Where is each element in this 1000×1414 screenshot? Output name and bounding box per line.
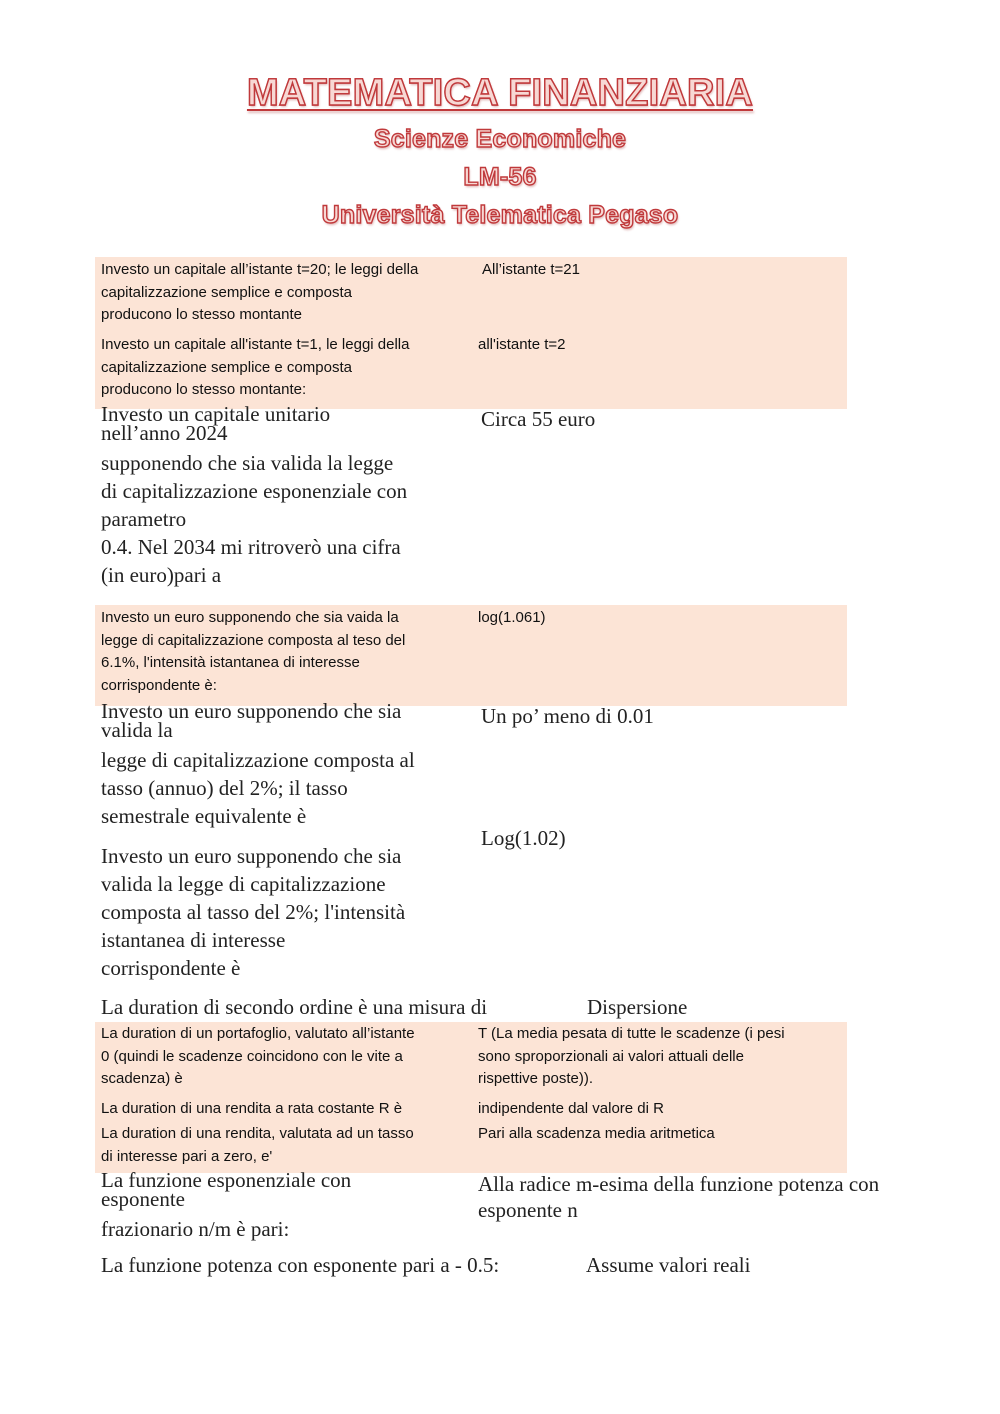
question-text: La duration di una rendita a rata costante R è xyxy=(101,1100,403,1117)
answer-text: All’istante t=21 xyxy=(482,261,580,278)
answer-text: T (La media pesata di tutte le scadenze (i pesi sono sproporzionali ai valori attuali delle rispettive poste)). xyxy=(478,1025,785,1087)
question-text: Investo un capitale unitario nell’anno 2024 supponendo che sia valida la legge di capitalizzazione esponenziale con parametro 0.4. Nel 2034 mi ritroverò una cifra (in euro)pari a xyxy=(101,402,408,587)
answer-text: Pari alla scadenza media aritmetica xyxy=(478,1125,715,1142)
answer-text: Assume valori reali xyxy=(586,1253,751,1277)
answer-text: log(1.061) xyxy=(478,609,546,626)
answer-text: all'istante t=2 xyxy=(478,336,566,353)
answer-text: indipendente dal valore di R xyxy=(478,1100,664,1117)
question-text: La duration di una rendita, valutata ad un tasso di interesse pari a zero, e' xyxy=(101,1125,414,1165)
question-text: Investo un euro supponendo che sia valida la legge di capitalizzazione composta al tasso del 2%; l'intensità istantanea di interesse corrispondente è xyxy=(101,844,406,980)
question-text: La funzione potenza con esponente pari a - 0.5: xyxy=(101,1253,500,1277)
question-text: Investo un euro supponendo che sia vaida la legge di capitalizzazione composta al teso del 6.1%, l'intensità istantanea di interesse corrispondente è: xyxy=(101,609,406,694)
answer-text: Un po’ meno di 0.01 xyxy=(481,704,654,728)
question-text: La funzione esponenziale con esponente frazionario n/m è pari: xyxy=(101,1168,352,1241)
answer-text: Dispersione xyxy=(587,995,688,1019)
question-text: La duration di un portafoglio, valutato all’istante 0 (quindi le scadenze coincidono con le vite a scadenza) è xyxy=(101,1025,415,1087)
course-code: LM-56 xyxy=(463,163,537,191)
document-subtitle: Scienze Economiche xyxy=(373,125,627,153)
question-text: La duration di secondo ordine è una misura di xyxy=(101,995,488,1019)
question-text: Investo un euro supponendo che sia valida la legge di capitalizzazione composta al tasso (annuo) del 2%; il tasso semestrale equivalente è xyxy=(101,699,415,828)
answer-text: Log(1.02) xyxy=(481,826,566,850)
answer-text: Circa 55 euro xyxy=(481,407,596,431)
university-name: Università Telematica Pegaso xyxy=(321,201,679,229)
answer-text: Alla radice m-esima della funzione potenza con esponente n xyxy=(478,1172,880,1222)
question-text: Investo un capitale all'istante t=1, le leggi della capitalizzazione semplice e composta producono lo stesso montante: xyxy=(101,336,410,398)
document-title: MATEMATICA FINANZIARIA xyxy=(246,72,754,114)
question-text: Investo un capitale all’istante t=20; le leggi della capitalizzazione semplice e composta producono lo stesso montante xyxy=(101,261,419,323)
